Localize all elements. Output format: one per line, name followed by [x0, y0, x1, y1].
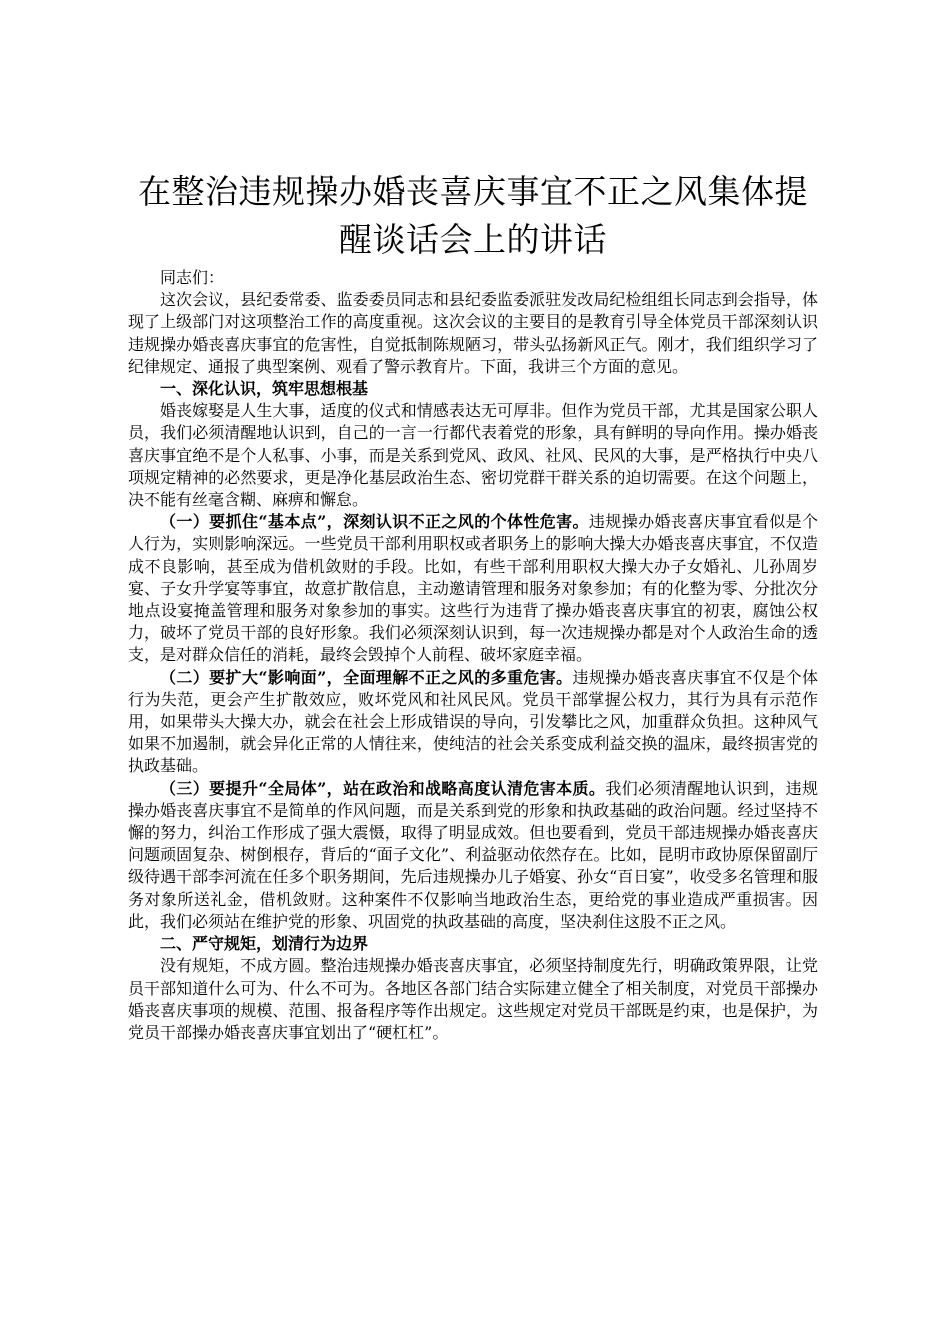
section2-paragraph: 没有规矩，不成方圆。整治违规操办婚丧喜庆事宜，必须坚持制度先行，明确政策界限，让党员干部知道什么可为、什么不可为。各地区各部门结合实际建立健全了相关制度，对党员干部操办婚丧喜庆事项的规模、范围、报备程序等作出规定。这些规定对党员干部既是约束，也是保护，为党员干部操办婚丧喜庆事宜划出了“硬杠杠”。 [128, 956, 818, 1042]
salutation: 同志们： [160, 268, 225, 287]
intro-paragraph: 这次会议，县纪委常委、监委委员同志和县纪委监委派驻发改局纪检组组长同志到会指导，体现了上级部门对这项整治工作的高度重视。这次会议的主要目的是教育引导全体党员干部深刻认识违规操办婚丧喜庆事宜的危害性，自觉抵制陈规陋习，带头弘扬新风正气。刚才，我们组织学习了纪律规定、通报了典型案例、观看了警示教育片。下面，我讲三个方面的意见。 [128, 290, 818, 376]
point-text-2: 违规操办婚丧喜庆事宜不仅是个体行为失范，更会产生扩散效应，败坏党风和社风民风。党员干部掌握公权力，其行为具有示范作用，如果带头大操大办，就会在社会上形成错误的导向，引发攀比之风，加重群众负担。这种风气如果不加遏制，就会异化正常的人情往来，使纯洁的社会关系变成利益交换的温床，最终损害党的执政基础。 [128, 667, 818, 776]
document-body [128, 267, 818, 1044]
point-paragraph-3 [128, 778, 818, 933]
document-title: 在整治违规操办婚丧喜庆事宜不正之风集体提醒谈话会上的讲话 [138, 172, 808, 259]
point-lead-3: （三）要提升“全局体”，站在政治和战略高度认清危害本质。 [160, 778, 606, 798]
point-paragraph-2 [128, 667, 818, 778]
section1-paragraph: 婚丧嫁娶是人生大事，适度的仪式和情感表达无可厚非。但作为党员干部，尤其是国家公职人员，我们必须清醒地认识到，自己的一言一行都代表着党的形象，具有鲜明的导向作用。操办婚丧喜庆事宜绝不是个人私事、小事，而是关系到党风、政风、社风、民风的大事，是严格执行中央八项规定精神的必然要求，更是净化基层政治生态、密切党群干群关系的迫切需要。在这个问题上，决不能有丝毫含糊、麻痹和懈怠。 [128, 401, 818, 510]
point-lead-2: （二）要扩大“影响面”，全面理解不正之风的多重危害。 [160, 667, 573, 687]
section-heading-2: 二、严守规矩，划清行为边界 [160, 934, 369, 954]
point-lead-1: （一）要抓住“基本点”，深刻认识不正之风的个体性危害。 [160, 512, 589, 532]
point-text-3: 我们必须清醒地认识到，违规操办婚丧喜庆事宜不是简单的作风问题，而是关系到党的形象和执政基础的政治问题。经过坚持不懈的努力，纠治工作形成了强大震慑，取得了明显成效。但也要看到，党员干部违规操办婚丧喜庆问题顽固复杂、树倒根存，背后的“面子文化”、利益驱动依然存在。比如，昆明市政协原保留副厅级待遇干部李河流在任多个职务期间，先后违规操办儿子婚宴、孙女“百日宴”，收受多名管理和服务对象所送礼金，借机敛财。这种案件不仅影响当地政治生态，更给党的事业造成严重损害。因此，我们必须站在维护党的形象、巩固党的执政基础的高度，坚决刹住这股不正之风。 [128, 778, 818, 931]
document-page [128, 168, 818, 1044]
point-paragraph-1 [128, 511, 818, 666]
point-text-1: 违规操办婚丧喜庆事宜看似是个人行为，实则影响深远。一些党员干部利用职权或者职务上的影响大操大办婚丧喜庆事宜，不仅造成不良影响，甚至成为借机敛财的手段。比如，有些干部利用职权大操大办子女婚礼、儿孙周岁宴、子女升学宴等事宜，故意扩散信息，主动邀请管理和服务对象参加；有的化整为零、分批次分地点设宴掩盖管理和服务对象参加的事实。这些行为违背了操办婚丧喜庆事宜的初衷，腐蚀公权力，破坏了党员干部的良好形象。我们必须深刻认识到，每一次违规操办都是对个人政治生命的透支，是对群众信任的消耗，最终会毁掉个人前程、破坏家庭幸福。 [128, 512, 818, 665]
section-heading-1: 一、深化认识，筑牢思想根基 [160, 379, 369, 399]
